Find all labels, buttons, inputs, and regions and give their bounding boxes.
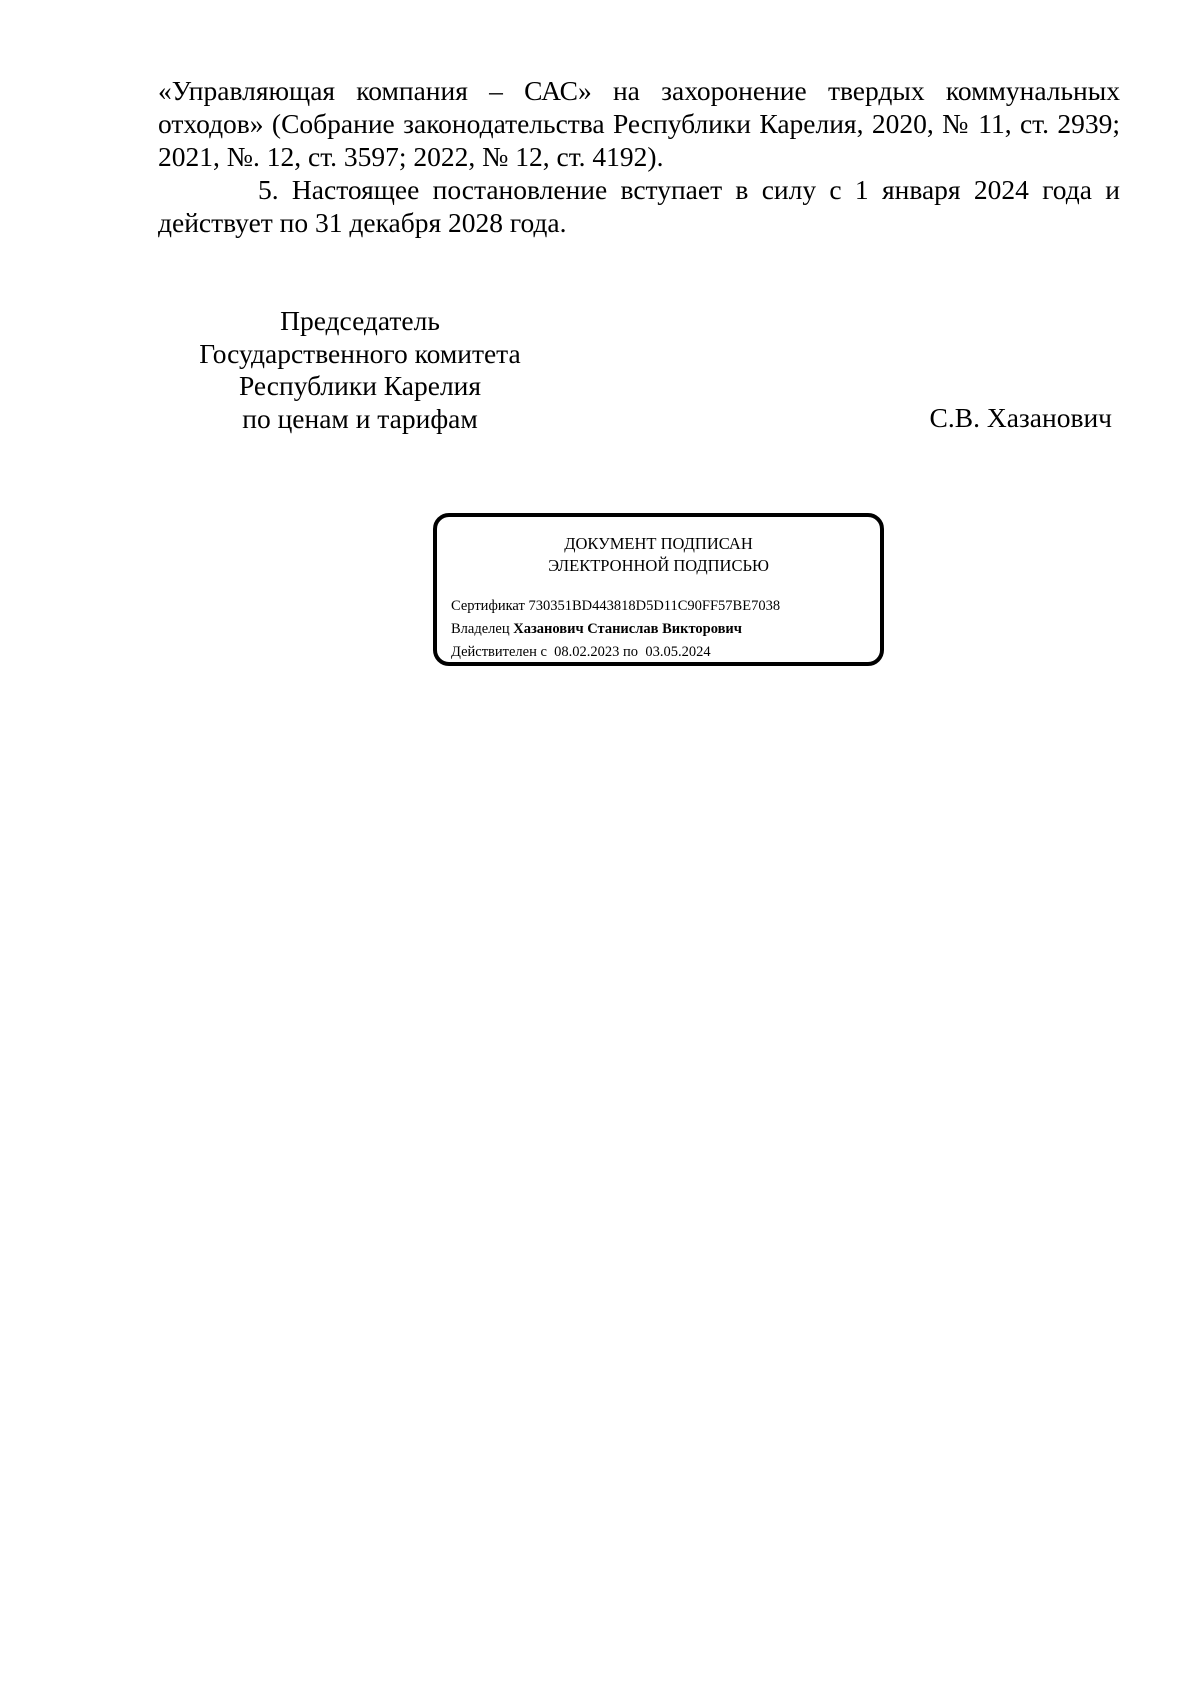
stamp-header-line: ДОКУМЕНТ ПОДПИСАН bbox=[564, 534, 753, 553]
stamp-certificate-value: 730351BD443818D5D11C90FF57BE7038 bbox=[528, 598, 781, 614]
stamp-certificate-row bbox=[451, 595, 780, 618]
stamp-owner-row bbox=[451, 618, 780, 641]
stamp-owner-value: Хазанович Станислав Викторович bbox=[513, 621, 742, 637]
stamp-valid-from: 08.02.2023 bbox=[554, 644, 620, 660]
stamp-valid-label: Действителен с bbox=[451, 644, 547, 660]
signatory-title bbox=[160, 305, 560, 435]
signatory-title-line: Государственного комитета bbox=[199, 337, 521, 369]
electronic-signature-stamp bbox=[433, 513, 884, 666]
stamp-header bbox=[437, 533, 880, 577]
signatory-title-line: по ценам и тарифам bbox=[242, 402, 478, 434]
stamp-details bbox=[451, 595, 780, 664]
stamp-valid-to: 03.05.2024 bbox=[645, 644, 711, 660]
signatory-title-line: Председатель bbox=[280, 305, 440, 336]
stamp-validity-row bbox=[451, 641, 780, 664]
stamp-owner-label: Владелец bbox=[451, 621, 510, 637]
stamp-certificate-label: Сертификат bbox=[451, 598, 525, 614]
signer-name: С.В. Хазанович bbox=[929, 402, 1112, 433]
paragraph-5: 5. Настоящее постановление вступает в силу с 1 января 2024 года и действует по 31 декабря 2028 года. bbox=[158, 174, 1120, 238]
document-body bbox=[158, 74, 1120, 239]
paragraph-continuation: «Управляющая компания – САС» на захоронение твердых коммунальных отходов» (Собрание законодательства Республики Карелия, 2020, № 11, ст. 2939; 2021, №. 12, ст. 3597; 2022, № 12, ст. 4192). bbox=[158, 75, 1120, 172]
stamp-header-line: ЭЛЕКТРОННОЙ ПОДПИСЬЮ bbox=[548, 556, 769, 575]
signatory-title-line: Республики Карелия bbox=[238, 370, 482, 401]
stamp-valid-to-label: по bbox=[623, 644, 639, 660]
